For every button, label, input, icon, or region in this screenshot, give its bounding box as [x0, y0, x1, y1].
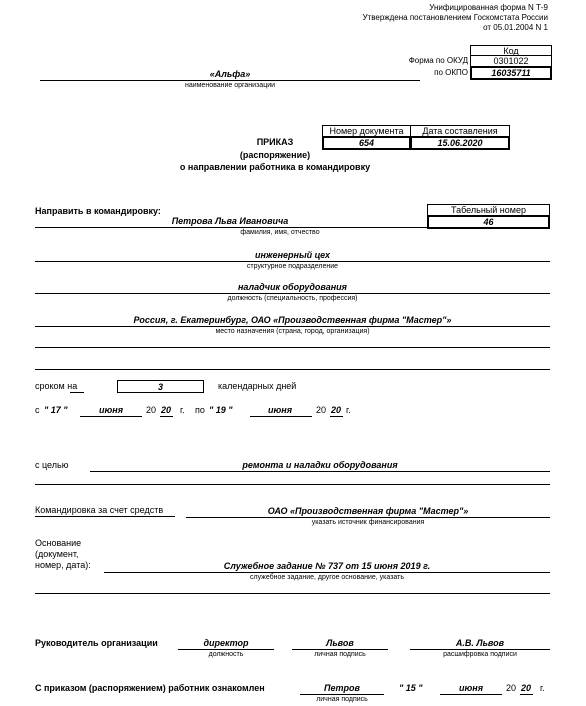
days-value: 3 — [117, 380, 204, 393]
from-month-line — [80, 416, 142, 417]
destination-line — [35, 326, 550, 327]
from-year: 20 — [161, 405, 172, 415]
department-caption: структурное подразделение — [246, 263, 339, 270]
head-decoding-caption: расшифровка подписи — [443, 651, 517, 658]
to-year-prefix: 20 — [316, 405, 327, 415]
acquainted-label: С приказом (распоряжением) работник ознакомлен — [35, 683, 265, 693]
from-year-line — [160, 416, 173, 417]
basis-line — [104, 572, 550, 573]
basis-label-1: Основание — [35, 538, 82, 548]
head-decoding: А.В. Львов — [455, 638, 505, 648]
acquainted-signature-caption: личная подпись — [316, 696, 368, 703]
acquainted-year: 20 — [521, 683, 532, 693]
basis-line-2 — [35, 593, 550, 594]
form-info-line3: от 05.01.2004 N 1 — [483, 23, 548, 32]
to-month-line — [250, 416, 312, 417]
acquainted-month: июня — [458, 683, 484, 693]
basis-label-2: (документ, — [35, 549, 79, 559]
destination-line-2 — [35, 347, 550, 348]
term-label-line — [70, 392, 84, 393]
position-value: наладчик оборудования — [238, 282, 347, 292]
from-year-suffix: г. — [180, 405, 185, 415]
organization-name: «Альфа» — [209, 69, 251, 79]
doc-number-header: Номер документа — [322, 125, 411, 137]
order-description: о направлении работника в командировку — [179, 162, 371, 172]
acquainted-signature-line — [300, 694, 384, 695]
department-value: инженерный цех — [255, 250, 330, 260]
to-year-line — [330, 416, 343, 417]
employee-name-caption: фамилия, имя, отчество — [240, 229, 320, 236]
organization-caption: наименование организации — [184, 82, 276, 89]
position-line — [35, 293, 550, 294]
acquainted-year-suffix: г. — [540, 683, 545, 693]
funding-label: Командировка за счет средств — [35, 505, 164, 515]
from-prefix: с — [35, 405, 40, 415]
okud-label: Форма по ОКУД — [408, 56, 468, 65]
from-day: " 17 " — [44, 405, 68, 415]
funding-line — [186, 517, 550, 518]
to-day: " 19 " — [209, 405, 233, 415]
head-signature-line — [292, 649, 388, 650]
to-month: июня — [267, 405, 293, 415]
acquainted-month-line — [440, 694, 502, 695]
head-position: директор — [203, 638, 249, 648]
from-month: июня — [98, 405, 124, 415]
basis-value: Служебное задание № 737 от 15 июня 2019 г. — [223, 561, 431, 571]
order-title: ПРИКАЗ — [256, 137, 294, 147]
head-label: Руководитель организации — [35, 638, 158, 648]
form-info-line2: Утверждена постановлением Госкомстата России — [362, 13, 548, 22]
department-line — [35, 261, 550, 262]
to-year: 20 — [331, 405, 342, 415]
organization-line — [40, 80, 420, 81]
funding-value: ОАО «Производственная фирма "Мастер"» — [267, 506, 469, 516]
employee-name: Петрова Льва Ивановича — [171, 216, 289, 226]
destination-caption: место назначения (страна, город, организация) — [215, 328, 370, 335]
to-year-suffix: г. — [346, 405, 351, 415]
destination-value: Россия, г. Екатеринбург, ОАО «Производственная фирма "Мастер"» — [133, 315, 452, 325]
funding-caption: указать источник финансирования — [311, 519, 425, 526]
head-position-line — [178, 649, 274, 650]
tab-number-value: 46 — [427, 215, 550, 229]
funding-label-line — [35, 516, 175, 517]
head-signature: Львов — [326, 638, 354, 648]
form-info-line1: Унифицированная форма N Т-9 — [429, 3, 548, 12]
employee-name-line — [35, 227, 427, 228]
okpo-label: по ОКПО — [434, 68, 468, 77]
term-label: сроком на — [35, 381, 78, 391]
purpose-line-2 — [35, 484, 550, 485]
basis-caption: служебное задание, другое основание, указать — [249, 574, 404, 581]
acquainted-day: " 15 " — [399, 683, 423, 693]
head-decoding-line — [410, 649, 550, 650]
send-label: Направить в командировку: — [35, 206, 161, 216]
purpose-line — [90, 471, 550, 472]
acquainted-year-line — [520, 694, 533, 695]
to-prefix: по — [195, 405, 205, 415]
doc-date-header: Дата составления — [410, 125, 510, 137]
okpo-value: 16035711 — [470, 66, 552, 80]
okud-value: 0301022 — [470, 55, 552, 67]
destination-line-3 — [35, 369, 550, 370]
days-label: календарных дней — [218, 381, 297, 391]
acquainted-signature: Петров — [324, 683, 360, 693]
basis-label-3: номер, дата): — [35, 560, 91, 570]
head-signature-caption: личная подпись — [314, 651, 366, 658]
from-year-prefix: 20 — [146, 405, 157, 415]
position-caption: должность (специальность, профессия) — [227, 295, 358, 302]
purpose-value: ремонта и наладки оборудования — [242, 460, 398, 470]
order-subtitle: (распоряжение) — [239, 150, 311, 160]
head-position-caption: должность — [208, 651, 244, 658]
doc-date-value: 15.06.2020 — [410, 136, 510, 150]
purpose-label: с целью — [35, 460, 69, 470]
code-header: Код — [470, 45, 552, 56]
tab-number-header: Табельный номер — [427, 204, 550, 216]
doc-number-value: 654 — [322, 136, 411, 150]
acquainted-year-prefix: 20 — [506, 683, 517, 693]
